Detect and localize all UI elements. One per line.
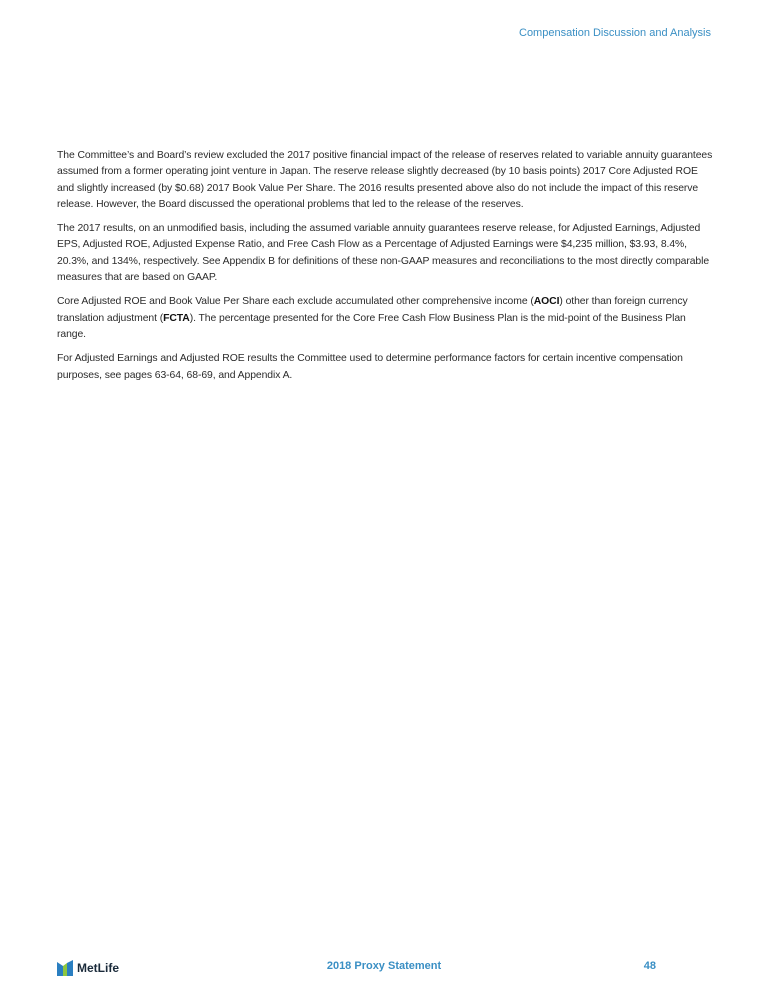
- paragraph-reserve-release: The Committee’s and Board’s review excluded the 2017 positive financial impact of the release of reserves related to variable annuity guarantees assumed from a former operating joint venture in Japan. The reserve release slightly decreased (by 10 basis points) 2017 Core Adjusted ROE and slightly increased (by $0.68) 2017 Book Value Per Share. The 2016 results presented above also do not include the impact of this reserve release. However, the Board discussed the operational problems that led to the release of the reserves.: [57, 150, 713, 210]
- section-header: Compensation Discussion and Analysis: [519, 27, 711, 39]
- defined-term-fcta: FCTA: [163, 312, 190, 324]
- defined-term-aoci: AOCI: [533, 296, 560, 308]
- paragraph-unmodified-results: The 2017 results, on an unmodified basis, including the assumed variable annuity guarantees reserve release, for Adjusted Earnings, Adjusted EPS, Adjusted ROE, Adjusted Expense Ratio, and Free Cash Flow as a Percentage of Adjusted Earnings were $4,235 million, $3.93, 8.4%, 20.3%, and 134%, respectively. See Appendix B for definitions of these non-GAAP measures and reconciliations to the most directly comparable measures that are based on GAAP.: [57, 223, 710, 284]
- text-segment: ) other than foreign currency translation adjustment (: [57, 296, 688, 324]
- paragraph-core-adjusted-roe: [57, 294, 713, 343]
- body-text: [57, 148, 713, 392]
- text-segment: Core Adjusted ROE and Book Value Per Share each exclude accumulated other comprehensive income (: [57, 296, 534, 308]
- document-title: 2018 Proxy Statement: [326, 960, 442, 972]
- page-number: 48: [643, 960, 656, 972]
- logo-wordmark: MetLife: [77, 961, 119, 975]
- text-segment: ). The percentage presented for the Core Free Cash Flow Business Plan is the mid-point of the Business Plan range.: [57, 312, 686, 340]
- page-footer: [0, 958, 768, 978]
- paragraph-adjusted-earnings: For Adjusted Earnings and Adjusted ROE results the Committee used to determine performance factors for certain incentive compensation purposes, see pages 63-64, 68-69, and Appendix A.: [57, 353, 683, 381]
